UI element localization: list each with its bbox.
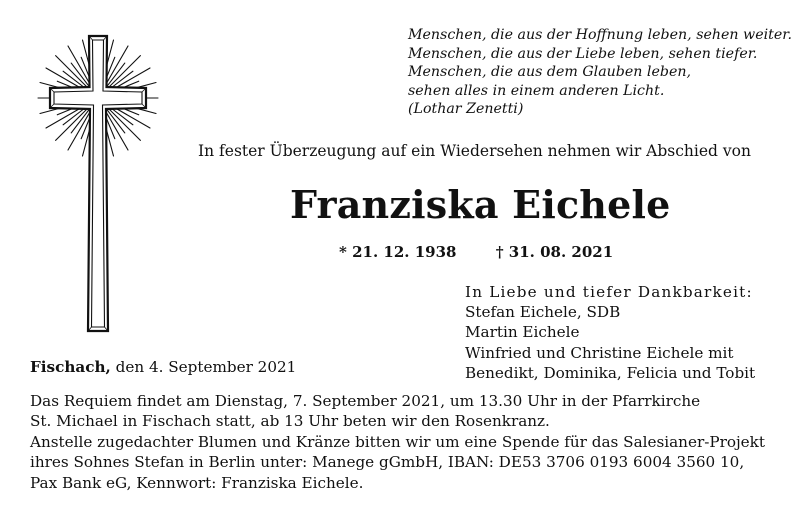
donation-notice [30,432,765,493]
place-date [30,358,296,376]
place: Fischach, [30,358,111,376]
radiant-cross-icon [28,28,168,338]
poem-quote [408,26,792,119]
requiem-notice [30,391,700,432]
deceased-name: Franziska Eichele [290,182,671,227]
donation-line: Anstelle zugedachter Blumen und Kränze bitten wir um eine Spende für das Salesianer-Projekt [30,433,765,451]
requiem-line: Das Requiem findet am Dienstag, 7. September 2021, um 13.30 Uhr in der Pfarrkirche [30,392,701,410]
poem-line: Menschen, die aus der Liebe leben, sehen tiefer. [408,45,758,62]
poem-line: sehen alles in einem anderen Licht. [408,82,665,99]
birth-date: * 21. 12. 1938 [339,243,457,261]
poem-line: Menschen, die aus der Hoffnung leben, sehen weiter. [408,27,792,43]
mourner-line: Stefan Eichele, SDB [465,303,621,322]
donation-line: Pax Bank eG, Kennwort: Franziska Eichele. [30,473,364,492]
mourners-lead: In Liebe und tiefer Dankbarkeit: [465,283,753,301]
life-dates [339,243,613,261]
poem-author: (Lothar Zenetti) [408,101,524,118]
intro-text: In fester Überzeugung auf ein Wiedersehen nehmen wir Abschied von [198,142,751,160]
date: den 4. September 2021 [115,358,297,376]
poem-line: Menschen, die aus dem Glauben leben, [408,64,691,81]
mourner-line: Winfried und Christine Eichele mit [465,343,734,362]
mourners-list [465,282,755,383]
donation-line: ihres Sohnes Stefan in Berlin unter: Manege gGmbH, IBAN: DE53 3706 0193 6004 3560 10, [30,453,745,472]
death-date: † 31. 08. 2021 [495,243,614,261]
mourner-line: Benedikt, Dominika, Felicia und Tobit [465,363,756,382]
requiem-line: St. Michael in Fischach statt, ab 13 Uhr beten wir den Rosenkranz. [30,412,550,431]
mourner-line: Martin Eichele [465,323,580,342]
